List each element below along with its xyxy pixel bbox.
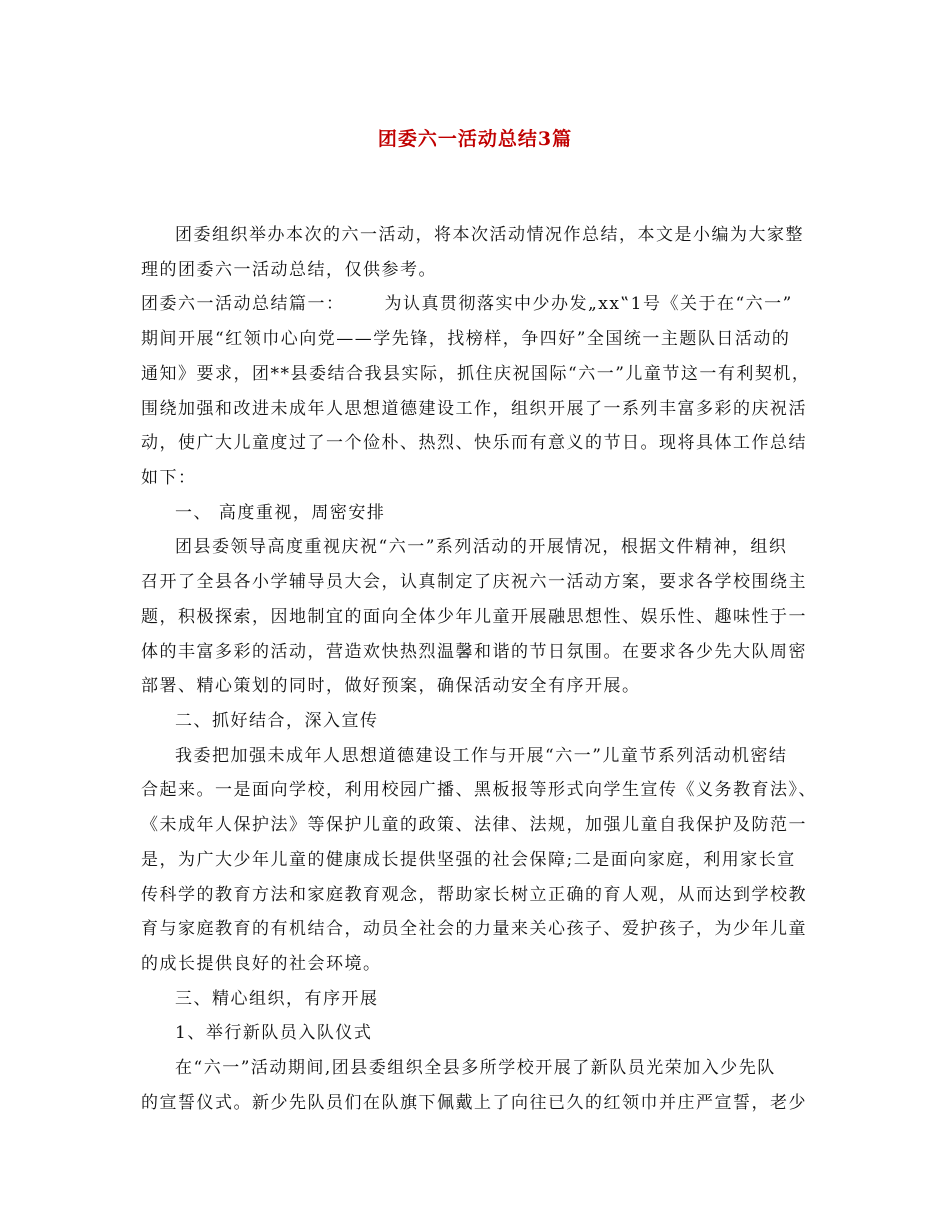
section-heading: 三、精心组织，有序开展: [175, 989, 379, 1009]
paragraph-line: 在“六一”活动期间,团县委组织全县多所学校开展了新队员光荣加入少先队: [175, 1058, 776, 1078]
paragraph-text: 为认真贯彻落实中少办发„xx‟1号《关于在“六一”: [384, 294, 793, 314]
section-heading: 二、抓好结合，深入宣传: [175, 711, 379, 731]
paragraph-line: 如下：: [141, 468, 197, 488]
paragraph-line: 题，积极探索，因地制宜的面向全体少年儿童开展融思想性、娱乐性、趣味性于一: [141, 607, 807, 627]
paragraph-line: 育与家庭教育的有机结合，动员全社会的力量来关心孩子、爱护孩子，为少年儿童: [141, 919, 807, 939]
paragraph-line: 是，为广大少年儿童的健康成长提供坚强的社会保障;二是面向家庭，利用家长宣: [141, 850, 796, 870]
paragraph-line: 的成长提供良好的社会环境。: [141, 954, 382, 974]
paragraph-line: 期间开展“红领巾心向党——学先锋，找榜样，争四好”全国统一主题队日活动的: [141, 329, 791, 349]
paragraph-line: 围绕加强和改进未成年人思想道德建设工作，组织开展了一系列丰富多彩的庆祝活: [141, 399, 807, 419]
document-title: 团委六一活动总结3篇: [377, 128, 573, 150]
paragraph-line: 《未成年人保护法》等保护儿童的政策、法律、法规，加强儿童自我保护及防范一: [141, 815, 807, 835]
subsection-heading: 1、举行新队员入队仪式: [175, 1023, 373, 1043]
section-heading: 一、 高度重视，周密安排: [175, 503, 386, 523]
paragraph-line: 我委把加强未成年人思想道德建设工作与开展“六一”儿童节系列活动机密结: [175, 746, 788, 766]
paragraph-line: 部署、精心策划的同时，做好预案，确保活动安全有序开展。: [141, 676, 641, 696]
paragraph-line: 通知》要求，团**县委结合我县实际，抓住庆祝国际“六一”儿童节这一有利契机，: [141, 364, 811, 384]
section-heading: 团委六一活动总结篇一：: [141, 294, 345, 314]
paragraph-line: 传科学的教育方法和家庭教育观念，帮助家长树立正确的育人观，从而达到学校教: [141, 885, 807, 905]
paragraph-line: 体的丰富多彩的活动，营造欢快热烈温馨和谐的节日氛围。在要求各少先大队周密: [141, 642, 807, 662]
paragraph-line: 动，使广大儿童度过了一个俭朴、热烈、快乐而有意义的节日。现将具体工作总结: [141, 433, 807, 453]
paragraph-line: 的宣誓仪式。新少先队员们在队旗下佩戴上了向往已久的红领巾并庄严宣誓，老少: [141, 1093, 807, 1113]
paragraph-line: 召开了全县各小学辅导员大会，认真制定了庆祝六一活动方案，要求各学校围绕主: [141, 572, 807, 592]
paragraph-line: 合起来。一是面向学校，利用校园广播、黑板报等形式向学生宣传《义务教育法》、: [141, 780, 817, 800]
paragraph-line: 团县委领导高度重视庆祝“六一”系列活动的开展情况，根据文件精神，组织: [175, 537, 788, 557]
paragraph-line: [141, 293, 821, 315]
paragraph-line: 理的团委六一活动总结，仅供参考。: [141, 260, 437, 280]
paragraph-line: 团委组织举办本次的六一活动，将本次活动情况作总结，本文是小编为大家整: [175, 225, 804, 245]
